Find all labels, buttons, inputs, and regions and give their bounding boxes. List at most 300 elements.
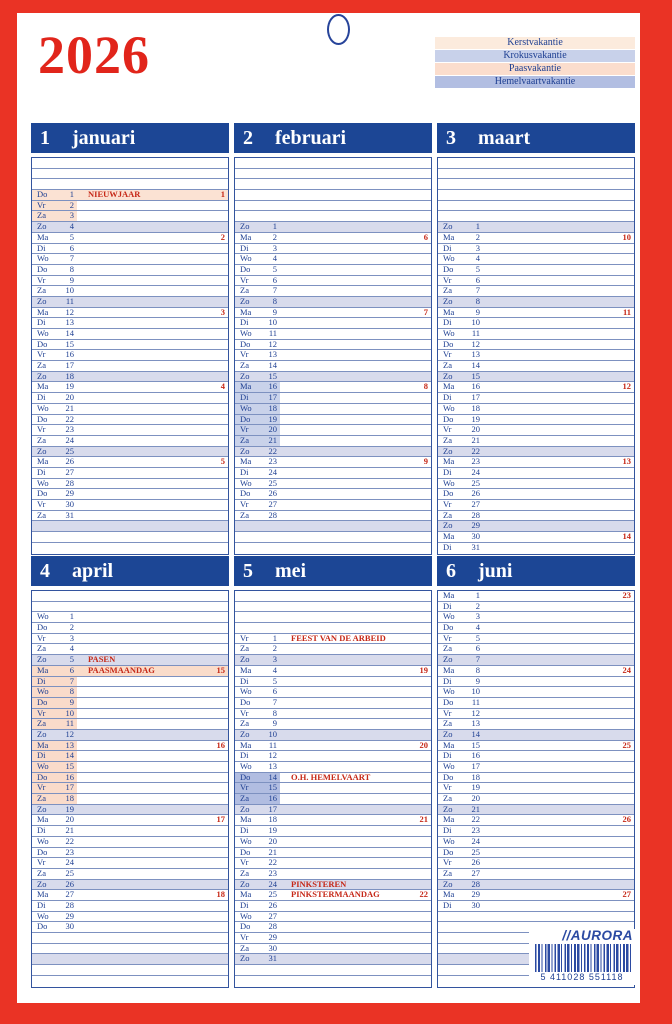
- day-number: 18: [471, 402, 480, 413]
- day-row: [235, 890, 431, 901]
- day-number: 23: [471, 456, 480, 467]
- day-number: 30: [65, 499, 74, 509]
- day-number: 25: [268, 477, 277, 488]
- day-row: [235, 751, 431, 762]
- empty-row: [235, 190, 431, 201]
- day-row: [32, 297, 228, 308]
- weekday-abbr: Vr: [443, 424, 452, 435]
- day-row: [235, 276, 431, 287]
- weekday-abbr: Di: [37, 750, 46, 761]
- day-row: [438, 447, 634, 458]
- day-row: [32, 623, 228, 634]
- holiday-label: FEEST VAN DE ARBEID: [291, 632, 386, 643]
- day-row: [235, 350, 431, 361]
- weekday-abbr: Vr: [240, 632, 249, 643]
- day-row: [438, 890, 634, 901]
- day-number: 20: [65, 392, 74, 403]
- day-number: 16: [268, 793, 277, 804]
- day-number: 7: [272, 696, 277, 707]
- day-number: 1: [475, 590, 480, 600]
- weekday-abbr: Do: [443, 488, 454, 499]
- day-row: [32, 783, 228, 794]
- day-number: 24: [268, 466, 277, 477]
- day-row: [438, 425, 634, 436]
- week-number: 27: [622, 889, 631, 900]
- weekday-abbr: Zo: [240, 878, 250, 889]
- weekday-abbr: Zo: [443, 654, 453, 665]
- day-row: [235, 634, 431, 645]
- weekday-abbr: Za: [443, 718, 452, 729]
- day-number: 29: [268, 932, 277, 942]
- day-number: 9: [272, 306, 277, 317]
- day-row: [438, 591, 634, 602]
- holiday-label: PINKSTERMAANDAG: [291, 889, 380, 900]
- week-number: 6: [423, 231, 428, 242]
- day-number: 29: [65, 910, 74, 921]
- weekday-abbr: Di: [240, 466, 249, 477]
- weekday-abbr: Vr: [240, 349, 249, 360]
- weekday-abbr: Ma: [240, 664, 252, 675]
- day-number: 30: [471, 899, 480, 910]
- day-row: [235, 815, 431, 826]
- weekday-abbr: Za: [37, 643, 46, 654]
- weekday-abbr: Za: [443, 434, 452, 445]
- day-row: [438, 415, 634, 426]
- day-number: 9: [69, 274, 74, 285]
- weekday-abbr: Ma: [443, 456, 455, 467]
- day-row: [32, 447, 228, 458]
- day-row: [235, 826, 431, 837]
- day-row: [438, 308, 634, 319]
- week-number: 8: [423, 381, 428, 392]
- day-row: [235, 489, 431, 500]
- weekday-abbr: Do: [240, 488, 251, 499]
- weekday-abbr: Do: [443, 413, 454, 424]
- day-row: [438, 644, 634, 655]
- weekday-abbr: Ma: [37, 231, 49, 242]
- day-number: 4: [69, 643, 74, 654]
- day-row: [438, 372, 634, 383]
- day-number: 16: [268, 381, 277, 392]
- empty-row: [438, 211, 634, 222]
- weekday-abbr: Za: [443, 285, 452, 296]
- day-row: [235, 741, 431, 752]
- empty-row: [438, 190, 634, 201]
- day-number: 15: [268, 782, 277, 793]
- day-row: [438, 340, 634, 351]
- day-number: 18: [65, 793, 74, 804]
- month-juni: [437, 556, 635, 986]
- day-number: 13: [471, 718, 480, 729]
- day-number: 29: [65, 488, 74, 499]
- day-number: 15: [65, 338, 74, 349]
- day-row: [235, 858, 431, 869]
- month-number: 6: [446, 560, 456, 582]
- weekday-abbr: Di: [443, 541, 452, 552]
- weekday-abbr: Vr: [37, 632, 46, 643]
- day-number: 5: [475, 263, 480, 274]
- day-number: 25: [471, 477, 480, 488]
- day-row: [438, 848, 634, 859]
- day-row: [438, 762, 634, 773]
- logo-slashes-icon: //: [562, 928, 571, 943]
- day-number: 26: [471, 488, 480, 499]
- weekday-abbr: Wo: [37, 910, 49, 921]
- day-number: 12: [268, 750, 277, 761]
- day-row: [235, 869, 431, 880]
- day-row: [438, 826, 634, 837]
- weekday-abbr: Za: [443, 643, 452, 654]
- week-number: 4: [220, 381, 225, 392]
- brand-area: [529, 929, 635, 985]
- weekday-abbr: Za: [37, 360, 46, 371]
- month-februari: [234, 123, 432, 553]
- day-number: 6: [475, 643, 480, 654]
- day-number: 18: [65, 370, 74, 381]
- weekday-abbr: Do: [240, 338, 251, 349]
- day-row: [32, 244, 228, 255]
- day-row: [235, 687, 431, 698]
- day-number: 14: [471, 728, 480, 739]
- day-number: 9: [272, 718, 277, 729]
- weekday-abbr: Za: [240, 509, 249, 520]
- day-row: [438, 276, 634, 287]
- day-row: [438, 666, 634, 677]
- day-row: [32, 634, 228, 645]
- day-number: 26: [268, 488, 277, 499]
- day-row: [438, 361, 634, 372]
- weekday-abbr: Wo: [443, 402, 455, 413]
- weekday-abbr: Di: [37, 466, 46, 477]
- year-title: 2026: [38, 25, 150, 85]
- day-row: [438, 350, 634, 361]
- day-number: 11: [268, 739, 277, 750]
- day-row: [235, 848, 431, 859]
- weekday-abbr: Wo: [37, 611, 49, 622]
- day-number: 22: [65, 413, 74, 424]
- empty-row: [32, 543, 228, 553]
- aurora-logo: [529, 929, 635, 943]
- weekday-abbr: Wo: [37, 328, 49, 338]
- day-number: 28: [471, 878, 480, 889]
- day-row: [438, 880, 634, 891]
- day-number: 5: [272, 675, 277, 686]
- day-number: 10: [471, 317, 480, 328]
- day-number: 21: [471, 434, 480, 445]
- day-number: 11: [471, 328, 480, 338]
- empty-row: [32, 965, 228, 976]
- logo-text: AURORA: [570, 928, 633, 943]
- weekday-abbr: Zo: [443, 295, 453, 306]
- weekday-abbr: Wo: [443, 835, 455, 846]
- weekday-abbr: Vr: [37, 274, 46, 285]
- weekday-abbr: Wo: [37, 686, 49, 697]
- weekday-abbr: Do: [443, 263, 454, 274]
- day-number: 26: [268, 899, 277, 910]
- day-row: [235, 794, 431, 805]
- day-row: [32, 361, 228, 372]
- weekday-abbr: Za: [37, 434, 46, 445]
- weekday-abbr: Di: [37, 392, 46, 403]
- weekday-abbr: Wo: [240, 910, 252, 921]
- week-number: 24: [622, 664, 631, 675]
- weekday-abbr: Zo: [443, 221, 453, 232]
- day-row: [438, 677, 634, 688]
- day-row: [235, 719, 431, 730]
- day-row: [32, 393, 228, 404]
- vacation-legend: [435, 37, 635, 89]
- month-number: 5: [243, 560, 253, 582]
- day-number: 15: [65, 761, 74, 771]
- day-row: [32, 415, 228, 426]
- weekday-abbr: Zo: [37, 295, 47, 306]
- week-number: 20: [419, 739, 428, 750]
- day-row: [438, 468, 634, 479]
- day-row: [235, 666, 431, 677]
- weekday-abbr: Ma: [443, 590, 455, 600]
- day-row: [235, 901, 431, 912]
- day-number: 2: [69, 622, 74, 633]
- weekday-abbr: Do: [240, 846, 251, 857]
- day-row: [438, 869, 634, 880]
- weekday-abbr: Za: [443, 867, 452, 878]
- day-row: [438, 858, 634, 869]
- month-number: 2: [243, 127, 253, 149]
- weekday-abbr: Za: [240, 942, 249, 953]
- weekday-abbr: Wo: [443, 477, 455, 488]
- day-number: 19: [471, 782, 480, 793]
- day-number: 8: [272, 707, 277, 718]
- day-row: [235, 372, 431, 383]
- weekday-abbr: Do: [240, 771, 251, 782]
- day-number: 7: [475, 654, 480, 665]
- weekday-abbr: Ma: [37, 889, 49, 900]
- day-number: 19: [268, 825, 277, 836]
- day-number: 5: [69, 231, 74, 242]
- weekday-abbr: Vr: [37, 349, 46, 360]
- weekday-abbr: Vr: [443, 349, 452, 360]
- weekday-abbr: Ma: [443, 889, 455, 900]
- day-number: 12: [471, 707, 480, 718]
- weekday-abbr: Zo: [37, 803, 47, 814]
- day-number: 19: [65, 803, 74, 814]
- day-row: [235, 308, 431, 319]
- empty-row: [235, 211, 431, 222]
- day-row: [438, 837, 634, 848]
- day-number: 27: [65, 889, 74, 900]
- day-number: 29: [471, 889, 480, 900]
- day-row: [32, 794, 228, 805]
- day-row: [235, 922, 431, 933]
- day-row: [438, 404, 634, 415]
- day-row: [235, 783, 431, 794]
- day-number: 16: [65, 349, 74, 360]
- day-number: 1: [475, 221, 480, 232]
- weekday-abbr: Vr: [37, 782, 46, 793]
- day-row: [32, 848, 228, 859]
- day-row: [438, 244, 634, 255]
- week-number: 7: [423, 306, 428, 317]
- day-number: 24: [65, 857, 74, 868]
- weekday-abbr: Za: [240, 434, 249, 445]
- holiday-label: O.H. HEMELVAART: [291, 771, 371, 782]
- day-number: 8: [475, 664, 480, 675]
- weekday-abbr: Za: [443, 509, 452, 520]
- weekday-abbr: Do: [37, 696, 48, 707]
- day-number: 27: [471, 499, 480, 509]
- empty-row: [235, 179, 431, 190]
- day-row: [235, 511, 431, 522]
- day-number: 6: [69, 242, 74, 253]
- weekday-abbr: Di: [443, 675, 452, 686]
- month-grid: [234, 590, 432, 988]
- day-number: 24: [65, 434, 74, 445]
- day-row: [235, 222, 431, 233]
- day-number: 23: [268, 456, 277, 467]
- weekday-abbr: Do: [240, 413, 251, 424]
- weekday-abbr: Do: [240, 696, 251, 707]
- month-number: 4: [40, 560, 50, 582]
- month-januari: [31, 123, 229, 553]
- day-row: [438, 655, 634, 666]
- legend-item-hemelvaartvakantie: Hemelvaartvakantie: [435, 76, 635, 88]
- weekday-abbr: Wo: [443, 761, 455, 771]
- weekday-abbr: Di: [443, 750, 452, 761]
- empty-row: [235, 521, 431, 532]
- day-number: 29: [471, 520, 480, 531]
- day-number: 22: [471, 445, 480, 456]
- day-number: 1: [272, 221, 277, 232]
- weekday-abbr: Ma: [37, 814, 49, 825]
- weekday-abbr: Zo: [443, 728, 453, 739]
- day-number: 7: [69, 675, 74, 686]
- day-number: 21: [65, 825, 74, 836]
- weekday-abbr: Di: [240, 675, 249, 686]
- weekday-abbr: Ma: [37, 456, 49, 467]
- day-number: 8: [69, 263, 74, 274]
- empty-row: [32, 976, 228, 986]
- weekday-abbr: Za: [37, 285, 46, 296]
- day-number: 13: [268, 761, 277, 771]
- weekday-abbr: Do: [443, 846, 454, 857]
- day-row: [32, 489, 228, 500]
- weekday-abbr: Do: [37, 771, 48, 782]
- day-row: [438, 741, 634, 752]
- day-number: 3: [69, 210, 74, 221]
- day-row: [438, 511, 634, 522]
- week-number: 5: [220, 456, 225, 467]
- day-row: [32, 698, 228, 709]
- weekday-abbr: Wo: [37, 835, 49, 846]
- day-number: 27: [65, 466, 74, 477]
- weekday-abbr: Ma: [443, 381, 455, 392]
- weekday-abbr: Za: [240, 643, 249, 654]
- weekday-abbr: Wo: [443, 686, 455, 697]
- day-row: [438, 783, 634, 794]
- day-number: 23: [65, 846, 74, 857]
- day-number: 7: [69, 253, 74, 264]
- day-row: [32, 372, 228, 383]
- weekday-abbr: Di: [240, 825, 249, 836]
- day-number: 6: [475, 274, 480, 285]
- day-number: 10: [471, 686, 480, 697]
- day-number: 19: [65, 381, 74, 392]
- day-row: [235, 436, 431, 447]
- weekday-abbr: Di: [443, 392, 452, 403]
- calendar: [31, 123, 635, 986]
- day-number: 17: [65, 360, 74, 371]
- day-number: 17: [268, 392, 277, 403]
- month-header: [437, 123, 635, 153]
- weekday-abbr: Vr: [443, 499, 452, 509]
- day-row: [32, 815, 228, 826]
- day-number: 28: [65, 477, 74, 488]
- day-row: [438, 901, 634, 912]
- day-number: 22: [268, 857, 277, 868]
- weekday-abbr: Wo: [37, 253, 49, 264]
- month-grid: [31, 590, 229, 988]
- day-number: 18: [268, 814, 277, 825]
- day-number: 4: [69, 221, 74, 232]
- weekday-abbr: Ma: [443, 306, 455, 317]
- month-april: [31, 556, 229, 986]
- empty-row: [235, 602, 431, 613]
- day-number: 5: [272, 263, 277, 274]
- weekday-abbr: Ma: [37, 739, 49, 750]
- month-grid: [31, 157, 229, 555]
- day-row: [32, 425, 228, 436]
- day-number: 5: [69, 654, 74, 665]
- weekday-abbr: Do: [37, 189, 48, 200]
- day-number: 15: [471, 739, 480, 750]
- month-header: [31, 123, 229, 153]
- weekday-abbr: Za: [37, 718, 46, 729]
- day-number: 30: [65, 921, 74, 932]
- day-row: [32, 869, 228, 880]
- weekday-abbr: Vr: [240, 932, 249, 942]
- day-number: 3: [475, 242, 480, 253]
- weekday-abbr: Wo: [443, 611, 455, 622]
- day-number: 2: [475, 600, 480, 611]
- day-number: 25: [65, 867, 74, 878]
- legend-item-krokusvakantie: Krokusvakantie: [435, 50, 635, 62]
- day-row: [235, 944, 431, 955]
- empty-row: [438, 179, 634, 190]
- weekday-abbr: Wo: [240, 835, 252, 846]
- day-row: [438, 500, 634, 511]
- holiday-label: PAASMAANDAG: [88, 664, 155, 675]
- weekday-abbr: Vr: [443, 632, 452, 643]
- day-number: 19: [268, 413, 277, 424]
- weekday-abbr: Di: [443, 825, 452, 836]
- day-number: 17: [268, 803, 277, 814]
- weekday-abbr: Za: [240, 285, 249, 296]
- weekday-abbr: Do: [443, 696, 454, 707]
- day-row: [438, 815, 634, 826]
- day-number: 14: [65, 750, 74, 761]
- empty-row: [32, 532, 228, 543]
- day-number: 22: [268, 445, 277, 456]
- day-number: 25: [268, 889, 277, 900]
- weekday-abbr: Di: [443, 466, 452, 477]
- day-row: [235, 415, 431, 426]
- month-header: [234, 123, 432, 153]
- day-row: [438, 436, 634, 447]
- day-row: [438, 233, 634, 244]
- day-number: 13: [65, 317, 74, 328]
- month-name: januari: [72, 127, 136, 149]
- weekday-abbr: Wo: [37, 477, 49, 488]
